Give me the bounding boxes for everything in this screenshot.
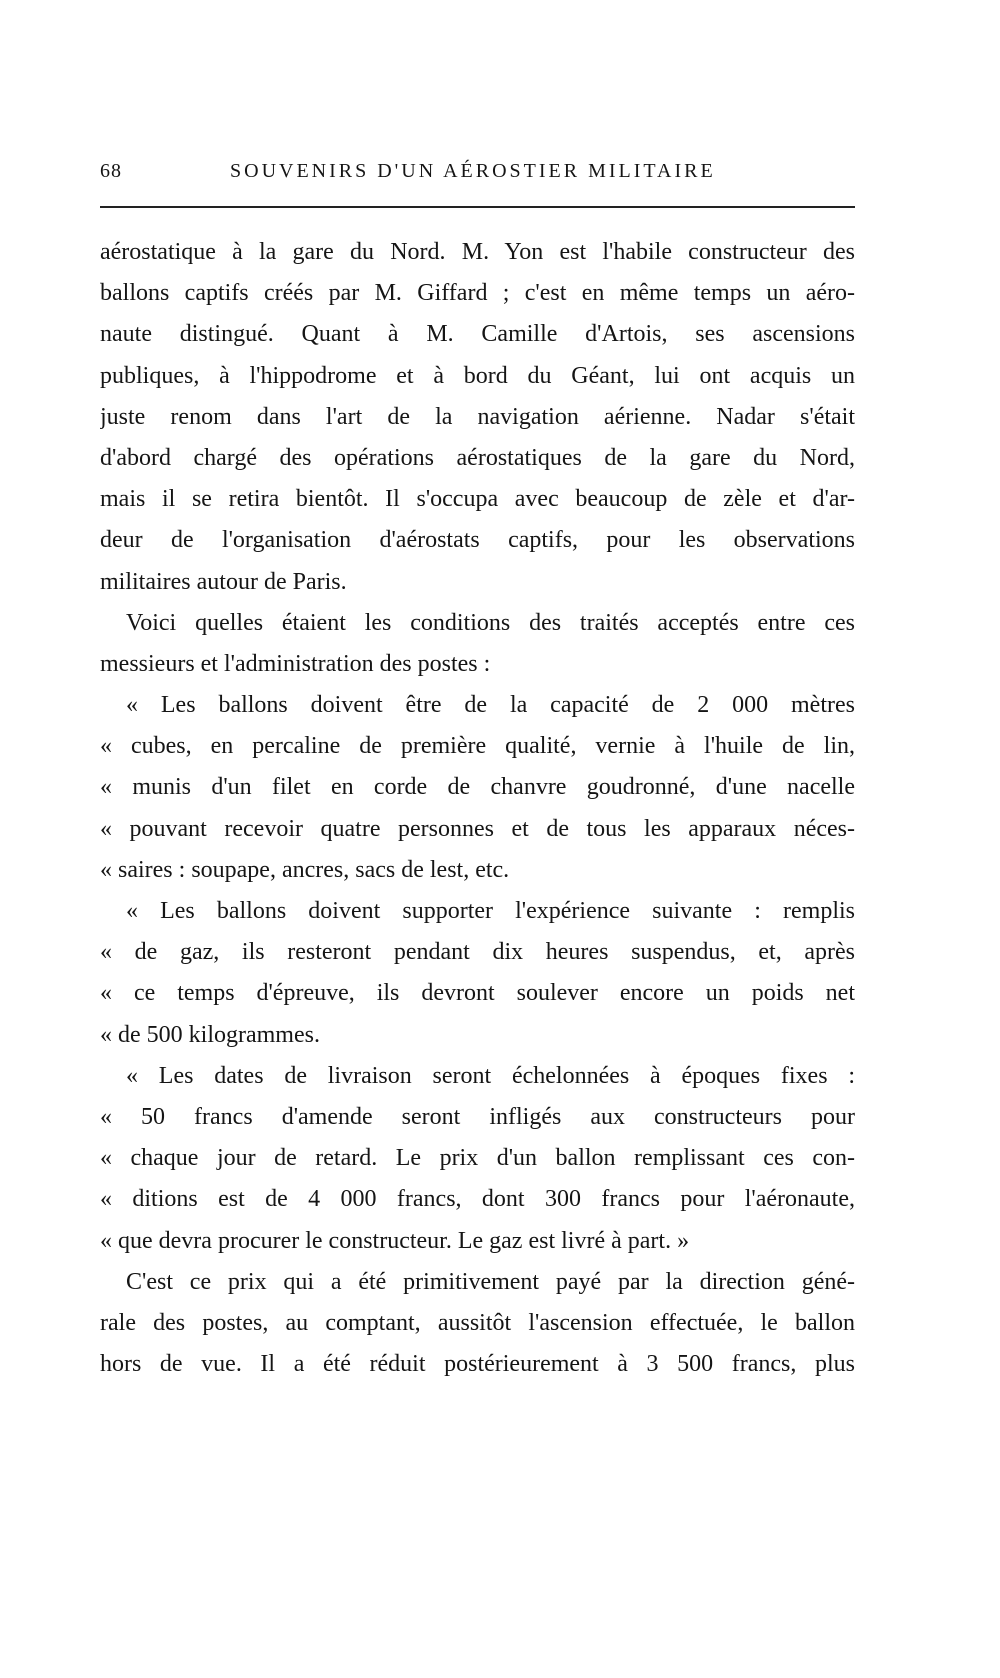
quote-line: « ditions est de 4 000 francs, dont 300 francs pour l'aéronaute, bbox=[100, 1186, 855, 1213]
quote-line: « chaque jour de retard. Le prix d'un ballon remplissant ces con- bbox=[100, 1145, 855, 1172]
text-line: hors de vue. Il a été réduit postérieurement à 3 500 francs, plus bbox=[100, 1351, 855, 1378]
quote-line: « cubes, en percaline de première qualité, vernie à l'huile de lin, bbox=[100, 733, 855, 760]
quote-line: « de 500 kilogrammes. bbox=[100, 1021, 320, 1048]
text-line: mais il se retira bientôt. Il s'occupa avec beaucoup de zèle et d'ar- bbox=[100, 486, 855, 513]
text-line: publiques, à l'hippodrome et à bord du Géant, lui ont acquis un bbox=[100, 362, 855, 389]
page-header bbox=[100, 160, 855, 192]
body-text bbox=[100, 232, 855, 1385]
text-line: d'abord chargé des opérations aérostatiques de la gare du Nord, bbox=[100, 444, 855, 471]
text-line: aérostatique à la gare du Nord. M. Yon est l'habile constructeur des bbox=[100, 239, 855, 265]
text-line: ballons captifs créés par M. Giffard ; c'est en même temps un aéro- bbox=[100, 280, 855, 307]
text-line: Voici quelles étaient les conditions des traités acceptés entre ces bbox=[126, 609, 855, 636]
text-line: juste renom dans l'art de la navigation aérienne. Nadar s'était bbox=[100, 403, 855, 430]
text-line: militaires autour de Paris. bbox=[100, 568, 347, 595]
quote-line: « saires : soupape, ancres, sacs de lest, etc. bbox=[100, 856, 510, 883]
text-line: rale des postes, au comptant, aussitôt l'ascension effectuée, le ballon bbox=[100, 1309, 855, 1336]
quote-line: « Les ballons doivent être de la capacité de 2 000 mètres bbox=[126, 692, 855, 719]
text-line: messieurs et l'administration des postes : bbox=[100, 650, 491, 677]
quote-line: « que devra procurer le constructeur. Le gaz est livré à part. » bbox=[100, 1227, 690, 1254]
quote-line: « pouvant recevoir quatre personnes et de tous les apparaux néces- bbox=[100, 815, 855, 842]
running-title: SOUVENIRS D'UN AÉROSTIER MILITAIRE bbox=[230, 160, 716, 182]
quote-line: « Les dates de livraison seront échelonnées à époques fixes : bbox=[126, 1062, 855, 1089]
text-line: naute distingué. Quant à M. Camille d'Artois, ses ascensions bbox=[100, 321, 855, 348]
quote-line: « de gaz, ils resteront pendant dix heures suspendus, et, après bbox=[100, 939, 855, 966]
quote-line: « 50 francs d'amende seront infligés aux constructeurs pour bbox=[100, 1103, 855, 1130]
quote-line: « ce temps d'épreuve, ils devront soulever encore un poids net bbox=[100, 980, 855, 1007]
text-line: deur de l'organisation d'aérostats captifs, pour les observations bbox=[100, 527, 855, 554]
header-rule bbox=[100, 206, 855, 208]
page-number: 68 bbox=[100, 160, 122, 182]
quote-line: « Les ballons doivent supporter l'expérience suivante : remplis bbox=[126, 898, 855, 924]
quote-line: « munis d'un filet en corde de chanvre goudronné, d'une nacelle bbox=[100, 774, 855, 801]
text-line: C'est ce prix qui a été primitivement payé par la direction géné- bbox=[126, 1268, 855, 1295]
